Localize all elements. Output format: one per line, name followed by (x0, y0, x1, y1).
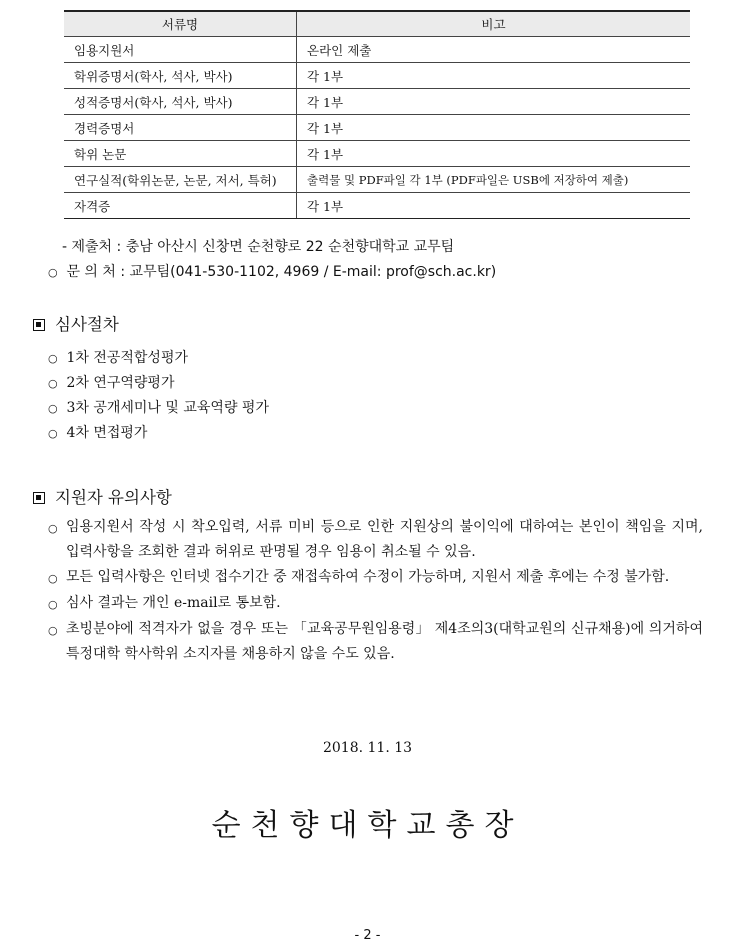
cell-document: 학위 논문 (64, 141, 297, 167)
cell-remarks: 출력물 및 PDF파일 각 1부 (PDF파일은 USB에 저장하여 제출) (297, 167, 691, 193)
cell-remarks: 각 1부 (297, 63, 691, 89)
list-item (48, 347, 188, 367)
cell-remarks: 온라인 제출 (297, 37, 691, 63)
cell-document: 자격증 (64, 193, 297, 219)
contact-line (48, 261, 496, 281)
table-header-row (64, 11, 690, 37)
note-text: 임용지원서 작성 시 착오입력, 서류 미비 등으로 인한 지원상의 불이익에 대하여는 본인이 책임을 지며, 입력사항을 조회한 결과 허위로 판명될 경우 임용이 취소될 수 있음. (66, 519, 703, 560)
circle-bullet-icon: ○ (48, 572, 58, 585)
note-text: 심사 결과는 개인 e-mail로 통보함. (66, 595, 281, 611)
table-row (64, 141, 690, 167)
circle-bullet-icon: ○ (48, 598, 58, 611)
square-bullet-icon (33, 319, 45, 331)
cell-document: 연구실적(학위논문, 논문, 저서, 특허) (64, 167, 297, 193)
procedure-step: 1차 전공적합성평가 (66, 350, 189, 366)
cell-document: 경력증명서 (64, 115, 297, 141)
documents-table (64, 10, 690, 219)
table-row (64, 37, 690, 63)
page-number: - 2 - (354, 928, 381, 943)
list-item (48, 591, 703, 617)
signature-title: 순천향대학교총장 (211, 808, 524, 843)
cell-remarks: 각 1부 (297, 141, 691, 167)
procedure-step: 3차 공개세미나 및 교육역량 평가 (66, 400, 269, 416)
list-item (48, 565, 703, 591)
procedure-heading: 심사절차 (55, 315, 119, 334)
square-bullet-icon (33, 492, 45, 504)
note-text: 초빙분야에 적격자가 없을 경우 또는 「교육공무원임용령」 제4조의3(대학교원의 신규채용)에 의거하여 특정대학 학사학위 소지자를 채용하지 않을 수도 있음. (66, 621, 703, 662)
list-item (48, 515, 703, 565)
procedure-step: 2차 연구역량평가 (66, 375, 175, 391)
notes-heading: 지원자 유의사항 (55, 488, 172, 507)
contact-text: 문 의 처 : 교무팀(041-530-1102, 4969 / E-mail: prof@sch.ac.kr) (66, 264, 497, 280)
cell-document: 성적증명서(학사, 석사, 박사) (64, 89, 297, 115)
circle-bullet-icon: ○ (48, 522, 58, 535)
table-row (64, 89, 690, 115)
cell-document: 임용지원서 (64, 37, 297, 63)
cell-remarks: 각 1부 (297, 89, 691, 115)
circle-bullet-icon: ○ (48, 402, 58, 415)
column-header-document: 서류명 (64, 11, 297, 37)
list-item (48, 397, 269, 417)
circle-bullet-icon: ○ (48, 377, 58, 390)
cell-remarks: 각 1부 (297, 193, 691, 219)
column-header-remarks: 비고 (297, 11, 691, 37)
cell-document: 학위증명서(학사, 석사, 박사) (64, 63, 297, 89)
table-row (64, 193, 690, 219)
list-item (48, 617, 703, 667)
list-item (48, 422, 147, 442)
procedure-step: 4차 면접평가 (66, 425, 148, 441)
table-row (64, 167, 690, 193)
table-row (64, 63, 690, 89)
circle-bullet-icon: ○ (48, 266, 58, 279)
document-date: 2018. 11. 13 (322, 740, 413, 756)
notes-list (48, 515, 703, 667)
circle-bullet-icon: ○ (48, 427, 58, 440)
circle-bullet-icon: ○ (48, 352, 58, 365)
cell-remarks: 각 1부 (297, 115, 691, 141)
section-heading-notes (33, 484, 172, 508)
table-row (64, 115, 690, 141)
note-text: 모든 입력사항은 인터넷 접수기간 중 재접속하여 수정이 가능하며, 지원서 제출 후에는 수정 불가함. (66, 569, 670, 585)
section-heading-procedure (33, 311, 119, 335)
list-item (48, 372, 174, 392)
submission-address: - 제출처 : 충남 아산시 신창면 순천향로 22 순천향대학교 교무팀 (62, 239, 455, 255)
circle-bullet-icon: ○ (48, 624, 58, 637)
